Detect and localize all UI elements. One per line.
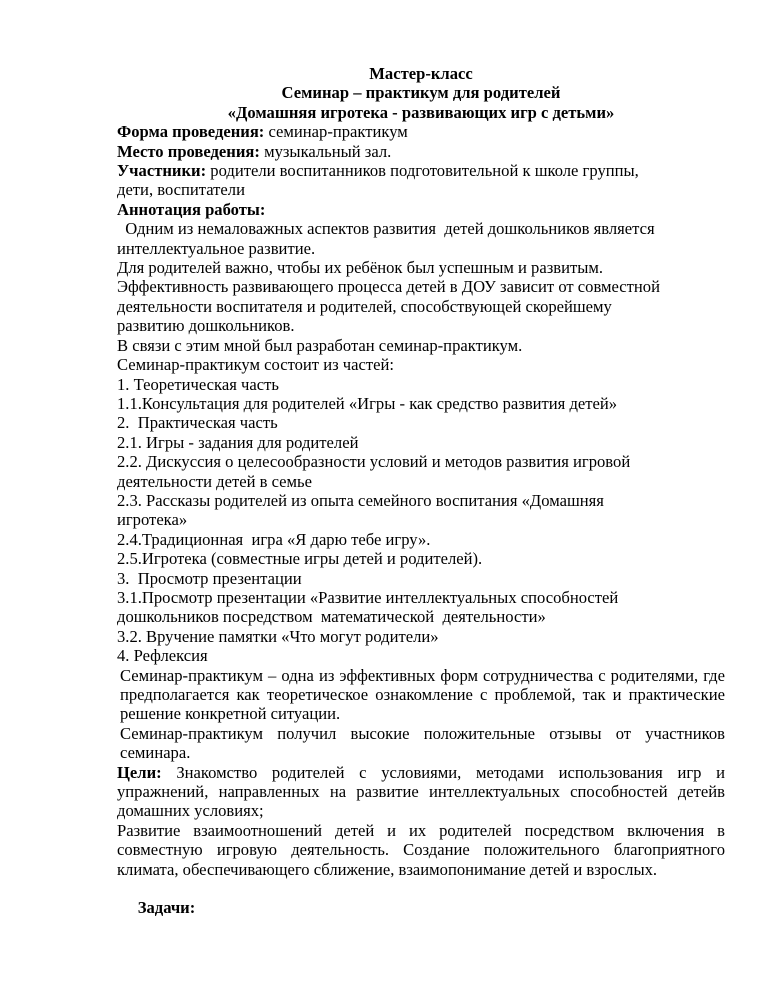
document-title-1: Мастер-класс (369, 64, 473, 83)
list-item: 1.1.Консультация для родителей «Игры - как средство развития детей» (117, 393, 618, 413)
list-item: 2. Практическая часть (117, 413, 278, 433)
participants-row (117, 161, 725, 180)
text-line: Для родителей важно, чтобы их ребёнок был успешным и развитым. (117, 258, 604, 278)
paragraph-seminar-feedback: Семинар-практикум получил высокие положительные отзывы от участников семинара. (120, 723, 725, 763)
annotation-heading (117, 200, 725, 219)
list-item: деятельности детей в семье (117, 471, 312, 491)
list-item: дошкольников посредством математической деятельности» (117, 607, 546, 627)
list-item: 2.4.Традиционная игра «Я дарю тебе игру». (117, 529, 431, 549)
list-item: 2.3. Рассказы родителей из опыта семейного воспитания «Домашняя (117, 490, 604, 510)
form-label: Форма проведения: (117, 122, 265, 142)
annotation-label: Аннотация работы: (117, 199, 266, 219)
paragraph-seminar-form: Семинар-практикум – одна из эффективных форм сотрудничества с родителями, где предполагается как теоретическое ознакомление с проблемой, так и практические решение конкретной ситуации. (120, 665, 725, 724)
participants-value: родители воспитанников подготовительной к школе группы, (206, 161, 639, 181)
annotation-body (117, 219, 725, 665)
list-item: 1. Теоретическая часть (117, 374, 279, 394)
tasks-heading (117, 879, 725, 937)
list-item: игротека» (117, 510, 188, 530)
goals-paragraph (117, 763, 725, 821)
participants-label: Участники: (117, 161, 207, 181)
list-item: 2.5.Игротека (совместные игры детей и родителей). (117, 549, 483, 569)
text-line: интеллектуальное развитие. (117, 238, 316, 258)
place-row (117, 142, 725, 161)
text-line: развитию дошкольников. (117, 316, 295, 336)
text-line: В связи с этим мной был разработан семинар-практикум. (117, 335, 523, 355)
paragraph-development: Развитие взаимоотношений детей и их родителей посредством включения в совместную игровую деятельность. Создание положительного благоприятного климата, обеспечивающего сближение, взаимопонимание детей и взрослых. (117, 820, 725, 879)
list-item: 4. Рефлексия (117, 646, 208, 666)
list-item: 3.2. Вручение памятки «Что могут родители» (117, 626, 439, 646)
document-title-2: Семинар – практикум для родителей (281, 83, 561, 103)
document-page (117, 64, 725, 937)
document-title-3: «Домашняя игротека - развивающих игр с детьми» (227, 102, 615, 122)
goals-label: Цели: (117, 762, 162, 782)
list-item: 3.1.Просмотр презентации «Развитие интеллектуальных способностей (117, 587, 619, 607)
form-row (117, 122, 725, 141)
text-line: Эффективность развивающего процесса детей в ДОУ зависит от совместной (117, 277, 660, 297)
text-line: Семинар-практикум состоит из частей: (117, 355, 394, 375)
tasks-label: Задачи: (133, 898, 196, 918)
goals-text: Знакомство родителей с условиями, методами использования игр и упражнений, направленных на развитие интеллектуальных способностей детейв домашних условиях; (117, 762, 725, 821)
place-value: музыкальный зал. (259, 141, 392, 161)
list-item: 2.1. Игры - задания для родителей (117, 432, 359, 452)
form-value: семинар-практикум (264, 122, 408, 142)
text-line: деятельности воспитателя и родителей, способствующей скорейшему (117, 296, 612, 316)
place-label: Место проведения: (117, 141, 260, 161)
list-item: 3. Просмотр презентации (117, 568, 302, 588)
text-line: Одним из немаловажных аспектов развития детей дошкольников является (117, 219, 655, 239)
participants-continued: дети, воспитатели (117, 180, 245, 200)
list-item: 2.2. Дискуссия о целесообразности условий и методов развития игровой (117, 452, 631, 472)
